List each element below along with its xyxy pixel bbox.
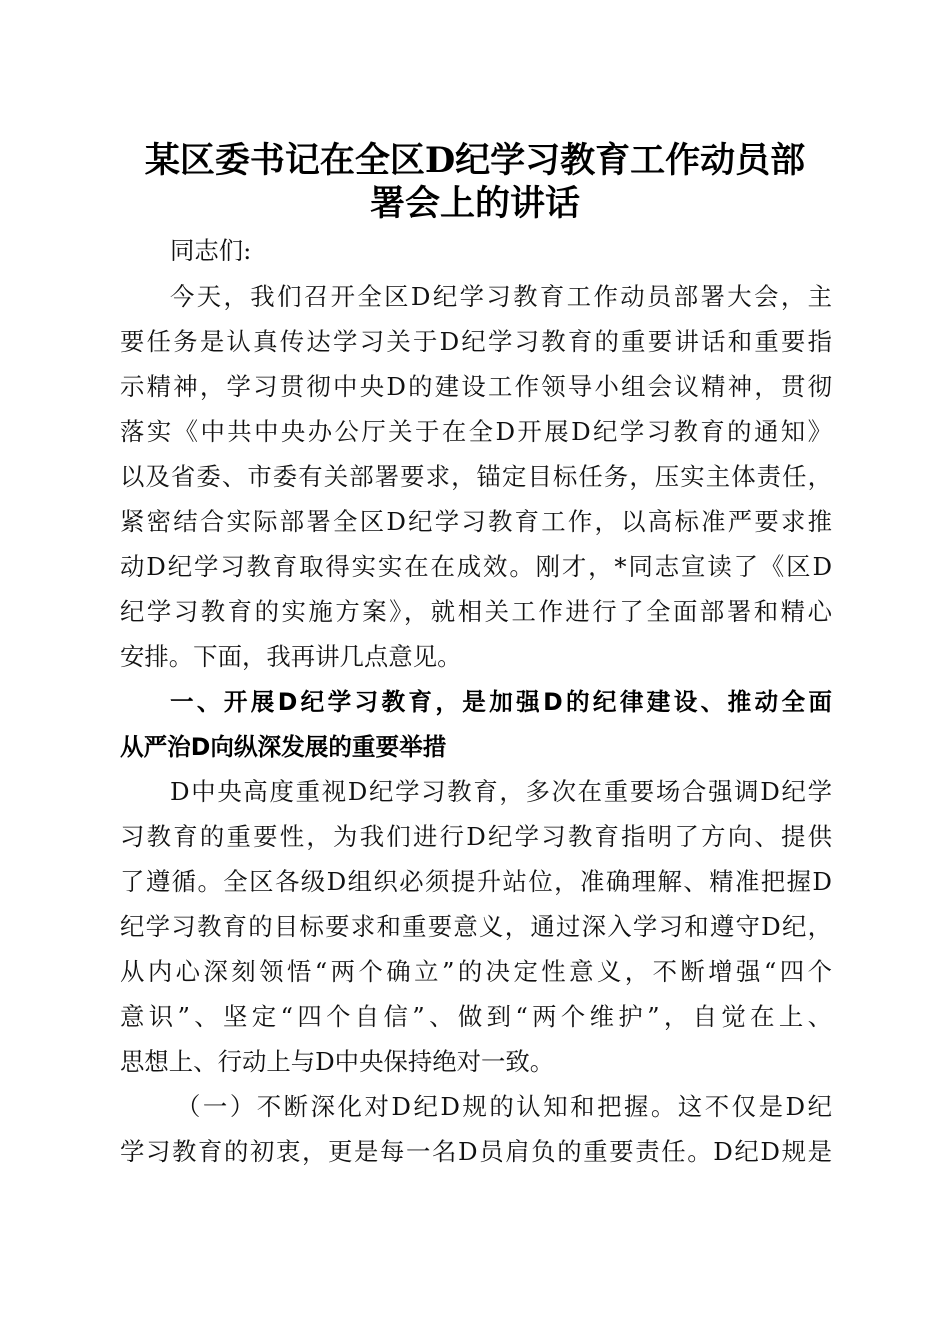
paragraph-2-line: 纪学习教育的目标要求和重要意义，通过深入学习和遵守D纪， (120, 912, 832, 941)
paragraph-1-line: 安排。下面，我再讲几点意见。 (120, 642, 462, 671)
section-heading-line: 一、开展D纪学习教育，是加强D的纪律建设、推动全面 (170, 688, 832, 716)
paragraph-2-line: 了遵循。全区各级D组织必须提升站位，准确理解、精准把握D (120, 867, 832, 896)
paragraph-3-line: 学习教育的初衷，更是每一名D员肩负的重要责任。D纪D规是 (120, 1137, 832, 1166)
paragraph-3-line: （一）不断深化对D纪D规的认知和把握。这不仅是D纪 (176, 1092, 832, 1121)
paragraph-1-line: 今天，我们召开全区D纪学习教育工作动员部署大会，主 (170, 282, 832, 311)
paragraph-1-line: 要任务是认真传达学习关于D纪学习教育的重要讲话和重要指 (120, 327, 832, 356)
paragraph-1-line: 纪学习教育的实施方案》，就相关工作进行了全面部署和精心 (120, 597, 832, 626)
paragraph-1-line: 落实《中共中央办公厅关于在全D开展D纪学习教育的通知》 (120, 417, 832, 446)
document-title-line-2: 署会上的讲话 (369, 183, 580, 224)
paragraph-1-line: 动D纪学习教育取得实实在在成效。刚才，*同志宣读了《区D (120, 552, 832, 581)
paragraph-1-line: 紧密结合实际部署全区D纪学习教育工作，以高标准严要求推 (120, 507, 832, 536)
paragraph-1-line: 以及省委、市委有关部署要求，锚定目标任务，压实主体责任， (120, 462, 832, 491)
paragraph-1-line: 示精神，学习贯彻中央D的建设工作领导小组会议精神，贯彻 (120, 372, 832, 401)
salutation: 同志们: (170, 236, 252, 265)
paragraph-2-line: D中央高度重视D纪学习教育，多次在重要场合强调D纪学 (170, 777, 832, 806)
paragraph-2-line: 从内心深刻领悟“两个确立”的决定性意义，不断增强“四个 (120, 957, 832, 986)
paragraph-2-line: 习教育的重要性，为我们进行D纪学习教育指明了方向、提供 (120, 822, 832, 851)
section-heading-line: 从严治D向纵深发展的重要举措 (120, 733, 447, 761)
paragraph-2-line: 意识”、坚定“四个自信”、做到“两个维护”，自觉在上、 (120, 1002, 832, 1031)
paragraph-2-line: 思想上、行动上与D中央保持绝对一致。 (120, 1047, 555, 1076)
document-title-line-1: 某区委书记在全区D纪学习教育工作动员部 (144, 140, 806, 181)
